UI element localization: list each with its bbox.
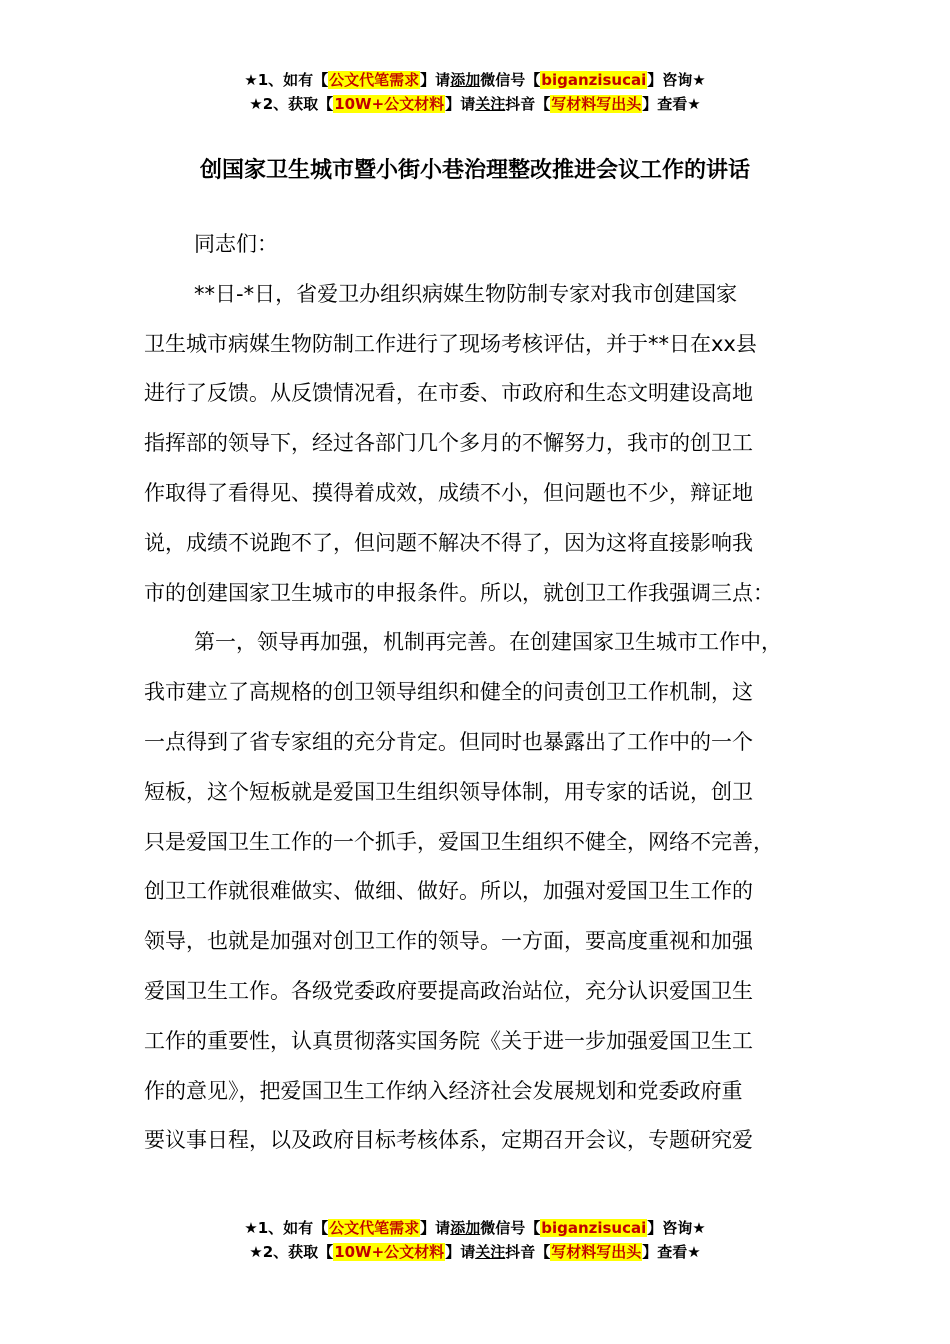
paragraph-line: 作的意见》，把爱国卫生工作纳入经济社会发展规划和党委政府重 [144,1078,743,1103]
paragraph-line: 作取得了看得见、摸得着成效，成绩不小，但问题也不少，辩证地 [144,480,753,505]
promo-text: 】咨询★ [647,1219,706,1237]
paragraph-line: 要议事日程，以及政府目标考核体系，定期召开会议，专题研究爱 [144,1128,753,1153]
promo-text: 】请 [420,1219,451,1237]
paragraph-line: 只是爱国卫生工作的一个抓手，爱国卫生组织不健全，网络不完善， [144,829,774,854]
promo-text: 】咨询★ [647,71,706,89]
promo-text: 】查看★ [642,1243,701,1261]
paragraph-line: 卫生城市病媒生物防制工作进行了现场考核评估，并于**日在xx县 [144,331,757,356]
paragraph-line: 市的创建国家卫生城市的申报条件。所以，就创卫工作我强调三点： [144,580,774,605]
document-body [144,220,824,1166]
paragraph-line: **日-*日，省爱卫办组织病媒生物防制专家对我市创建国家 [194,281,738,306]
promo-line-1 [0,1216,950,1240]
footer-promo [0,1216,950,1264]
promo-highlight: 公文代笔需求 [329,71,420,89]
paragraph-line: 进行了反馈。从反馈情况看，在市委、市政府和生态文明建设高地 [144,381,753,406]
promo-highlight: 10W+公文材料 [334,1243,445,1261]
salutation: 同志们： [194,232,278,256]
promo-highlight: biganzisucai [541,1219,647,1237]
promo-line-2 [0,1240,950,1264]
promo-text: 】请 [420,71,451,89]
promo-highlight: 公文代笔需求 [329,1219,420,1237]
promo-highlight: 写材料写出头 [551,1243,642,1261]
promo-text: 】查看★ [642,95,701,113]
promo-text: 微信号【 [480,1219,541,1237]
promo-line-2 [0,92,950,116]
promo-text: 微信号【 [480,71,541,89]
paragraph-line: 爱国卫生工作。各级党委政府要提高政治站位，充分认识爱国卫生 [144,978,753,1003]
promo-highlight: biganzisucai [541,71,647,89]
promo-highlight: 10W+公文材料 [334,95,445,113]
paragraph-line: 一点得到了省专家组的充分肯定。但同时也暴露出了工作中的一个 [144,729,753,754]
promo-text: 抖音【 [505,1243,551,1261]
document-title: 创国家卫生城市暨小街小巷治理整改推进会议工作的讲话 [199,158,750,183]
promo-highlight: 写材料写出头 [551,95,642,113]
promo-text: ★2、获取【 [249,95,334,113]
promo-text: 抖音【 [505,95,551,113]
paragraph-line: 短板，这个短板就是爱国卫生组织领导体制，用专家的话说，创卫 [144,779,753,804]
promo-text: ★1、如有【 [244,71,329,89]
promo-emphasis: 添加 [450,1219,481,1237]
promo-text: ★2、获取【 [249,1243,334,1261]
promo-text: 】请 [445,1243,476,1261]
promo-emphasis: 添加 [450,71,481,89]
header-promo [0,68,950,116]
promo-text: ★1、如有【 [244,1219,329,1237]
paragraph-line: 我市建立了高规格的创卫领导组织和健全的问责创卫工作机制，这 [144,680,753,705]
paragraph-line: 说，成绩不说跑不了，但问题不解决不得了，因为这将直接影响我 [144,530,753,555]
paragraph-line: 工作的重要性，认真贯彻落实国务院《关于进一步加强爱国卫生工 [144,1028,753,1053]
paragraph-line: 第一，领导再加强，机制再完善。在创建国家卫生城市工作中， [194,630,782,655]
promo-emphasis: 关注 [475,95,506,113]
promo-emphasis: 关注 [475,1243,506,1261]
promo-text: 】请 [445,95,476,113]
paragraph-line: 指挥部的领导下，经过各部门几个多月的不懈努力，我市的创卫工 [144,431,753,456]
paragraph-line: 领导，也就是加强对创卫工作的领导。一方面，要高度重视和加强 [144,929,753,954]
paragraph-line: 创卫工作就很难做实、做细、做好。所以，加强对爱国卫生工作的 [144,879,753,904]
promo-line-1 [0,68,950,92]
